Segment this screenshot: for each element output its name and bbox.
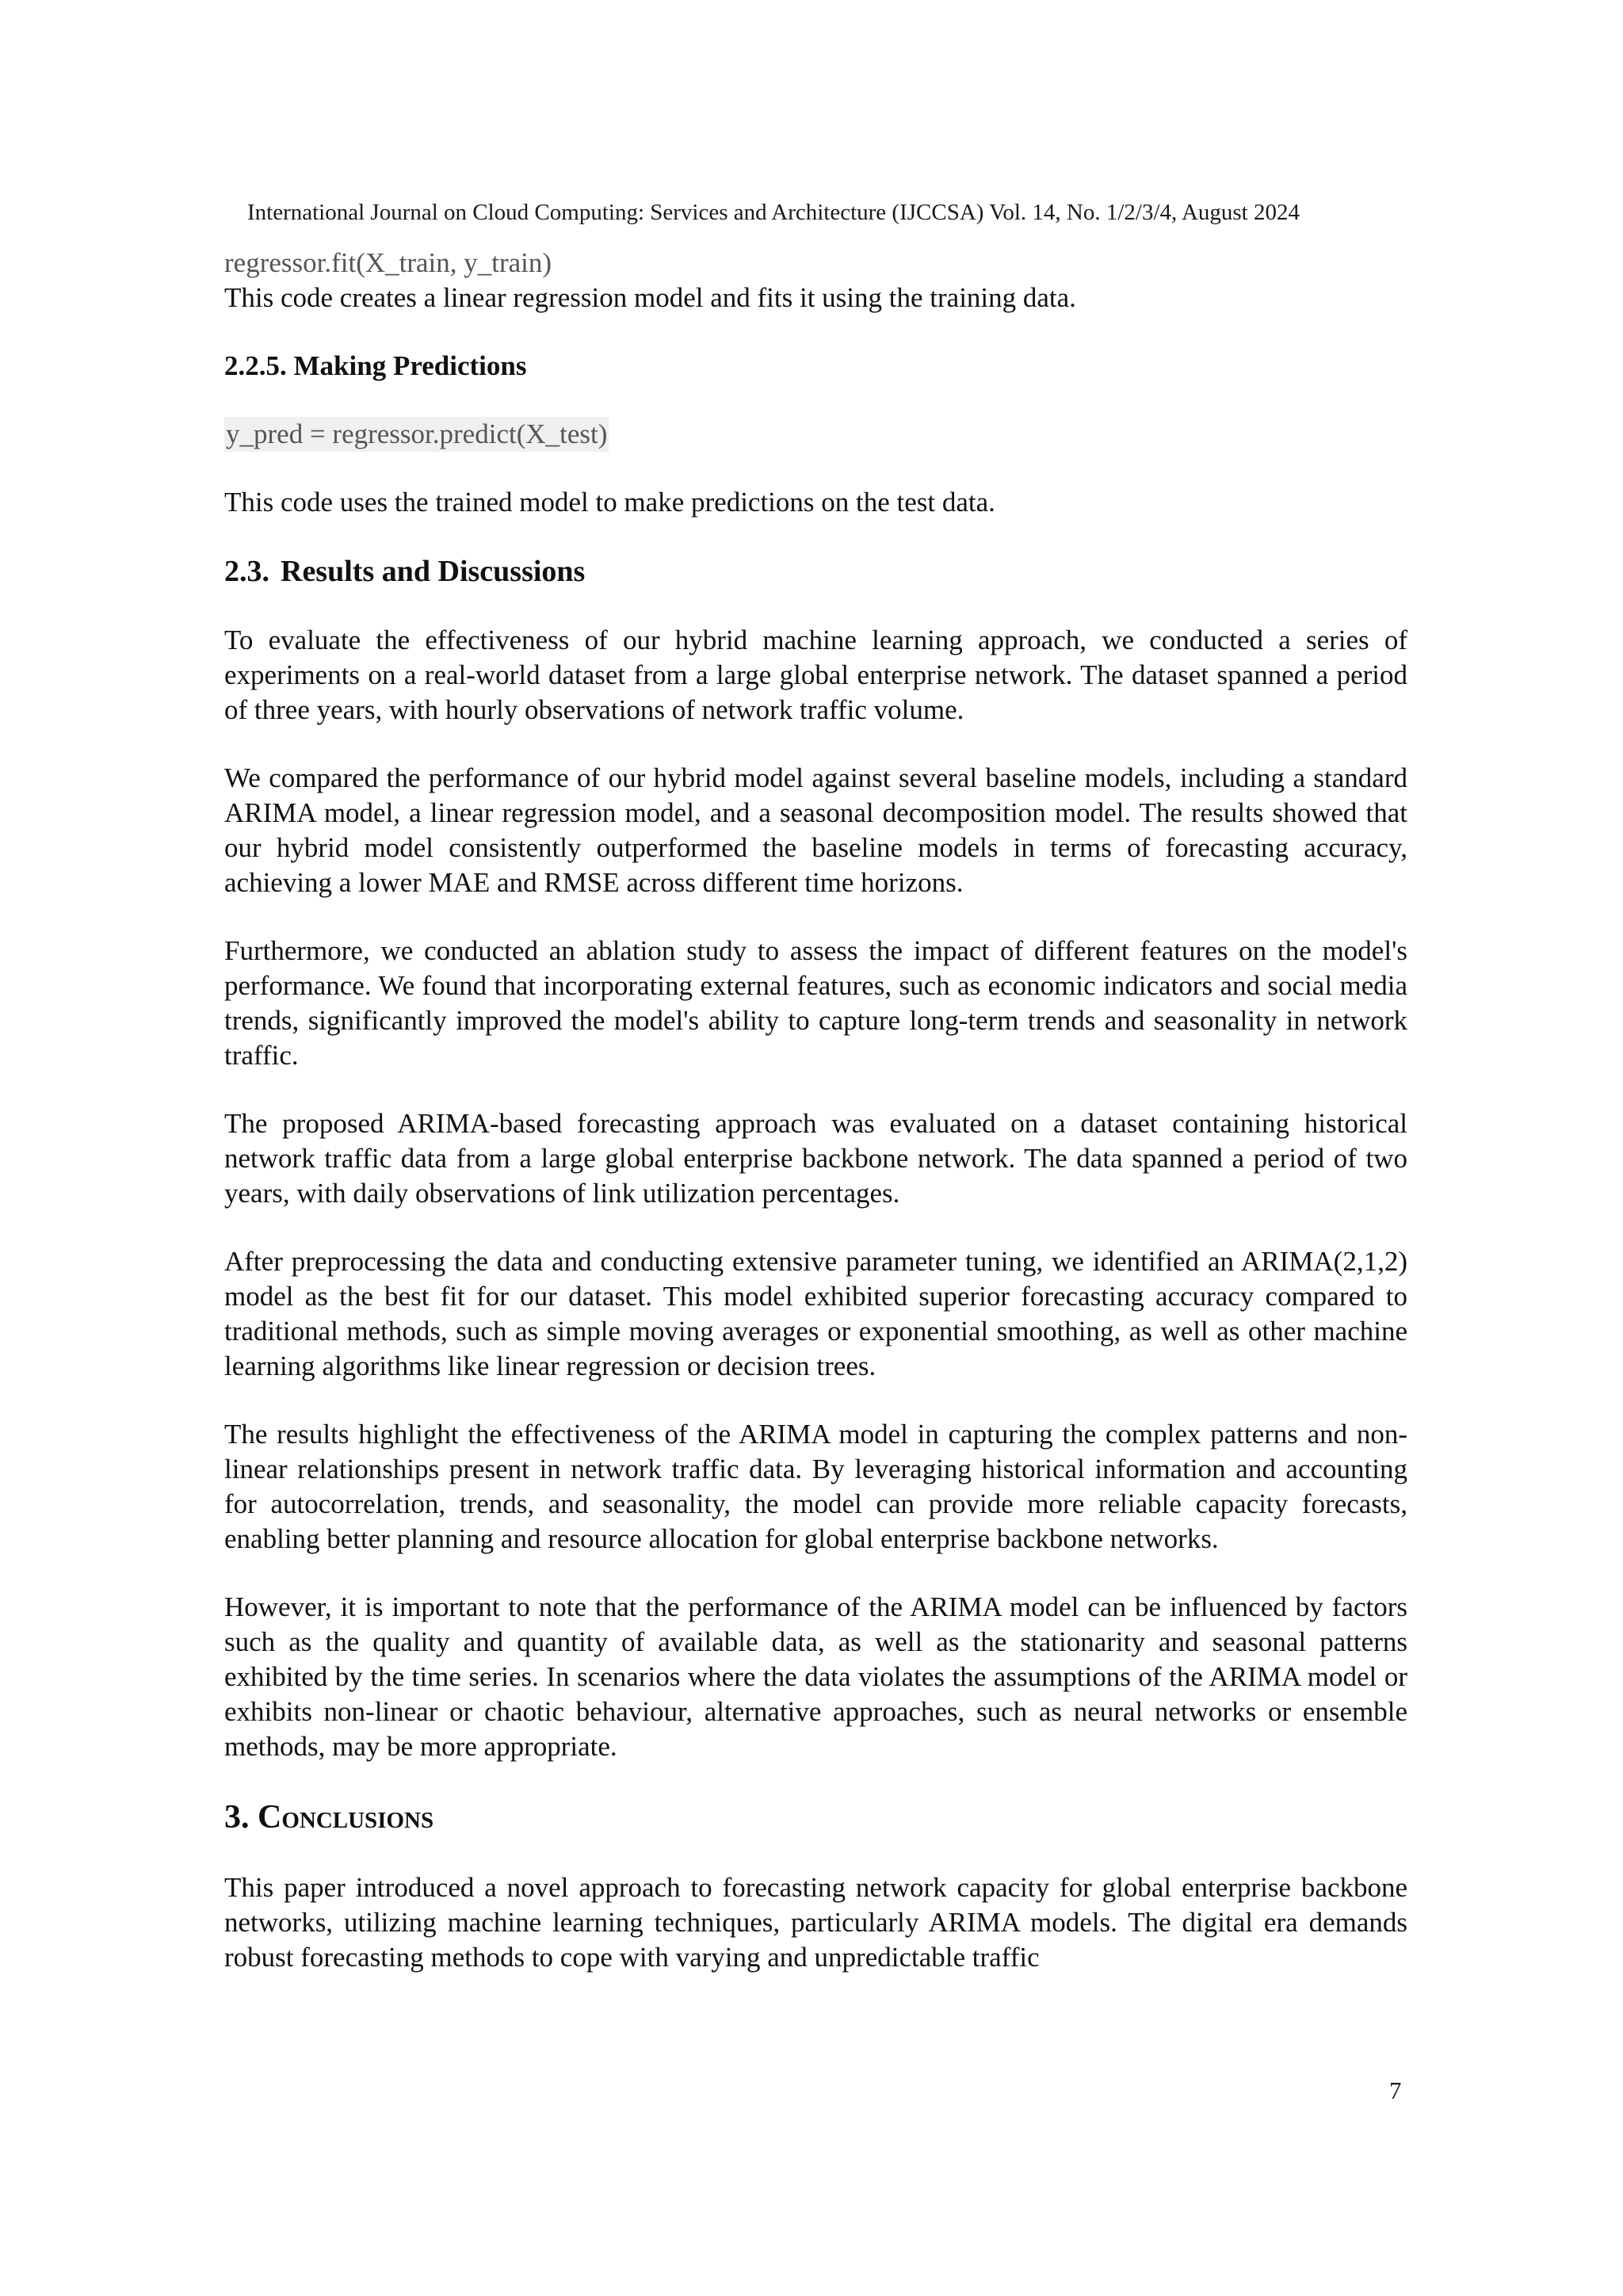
heading-results-number: 2.3. [224, 555, 269, 588]
paragraph-results-7: However, it is important to note that the performance of the ARIMA model can be influenced by factors such as the quality and quantity of available data, as well as the stationarity and seasonal patterns exhibited by the time series. In scenarios where the data violates the assumptions of the ARIMA model or exhibits non-linear or chaotic behaviour, alternative approaches, such as neural networks or ensemble methods, may be more appropriate. [224, 1591, 1407, 1762]
paragraph-results-3: Furthermore, we conducted an ablation study to assess the impact of different features on the model's performance. We found that incorporating external features, such as economic indicators and social media trends, significantly improved the model's ability to capture long-term trends and seasonality in network traffic. [224, 935, 1407, 1071]
paragraph-results-4: The proposed ARIMA-based forecasting approach was evaluated on a dataset containing historical network traffic data from a large global enterprise backbone network. The data spanned a period of two years, with daily observations of link utilization percentages. [224, 1108, 1407, 1209]
heading-results-title: Results and Discussions [281, 555, 586, 588]
code-predict-block [224, 417, 1407, 452]
code-predict-line: y_pred = regressor.predict(X_test) [224, 417, 609, 452]
paragraph-results-1: To evaluate the effectiveness of our hybrid machine learning approach, we conducted a series of experiments on a real-world dataset from a large global enterprise network. The dataset spanned a period of three years, with hourly observations of network traffic volume. [224, 625, 1407, 725]
paragraph-conclusion: This paper introduced a novel approach to forecasting network capacity for global enterprise backbone networks, utilizing machine learning techniques, particularly ARIMA models. The digital era demands robust forecasting methods to cope with varying and unpredictable traffic [224, 1872, 1407, 1973]
journal-running-header: International Journal on Cloud Computing: Services and Architecture (IJCCSA) Vol. 14, No. 1/2/3/4, August 2024 [247, 200, 1300, 225]
code-fit-line: regressor.fit(X_train, y_train) [224, 247, 552, 278]
heading-making-predictions: 2.2.5. Making Predictions [224, 350, 527, 381]
paragraph-fit-explanation: This code creates a linear regression model and fits it using the training data. [224, 282, 1076, 313]
heading-results-and-discussions [224, 553, 1407, 590]
page-number: 7 [1389, 2076, 1402, 2104]
paragraph-results-2: We compared the performance of our hybrid model against several baseline models, including a standard ARIMA model, a linear regression model, and a seasonal decomposition model. The results showed that our hybrid model consistently outperformed the baseline models in terms of forecasting accuracy, achieving a lower MAE and RMSE across different time horizons. [224, 762, 1407, 898]
paragraph-results-5: After preprocessing the data and conducting extensive parameter tuning, we identified an ARIMA(2,1,2) model as the best fit for our dataset. This model exhibited superior forecasting accuracy compared to traditional methods, such as simple moving averages or exponential smoothing, as well as other machine learning algorithms like linear regression or decision trees. [224, 1246, 1407, 1381]
heading-conclusions [224, 1797, 1407, 1837]
paragraph-results-6: The results highlight the effectiveness of the ARIMA model in capturing the complex patterns and non-linear relationships present in network traffic data. By leveraging historical information and accounting for autocorrelation, trends, and seasonality, the model can provide more reliable capacity forecasts, enabling better planning and resource allocation for global enterprise backbone networks. [224, 1419, 1407, 1554]
heading-conclusions-number: 3. [224, 1799, 250, 1836]
heading-conclusions-title: Conclusions [258, 1799, 434, 1836]
paragraph-predict-explanation: This code uses the trained model to make predictions on the test data. [224, 487, 995, 518]
page-body [224, 246, 1407, 1975]
